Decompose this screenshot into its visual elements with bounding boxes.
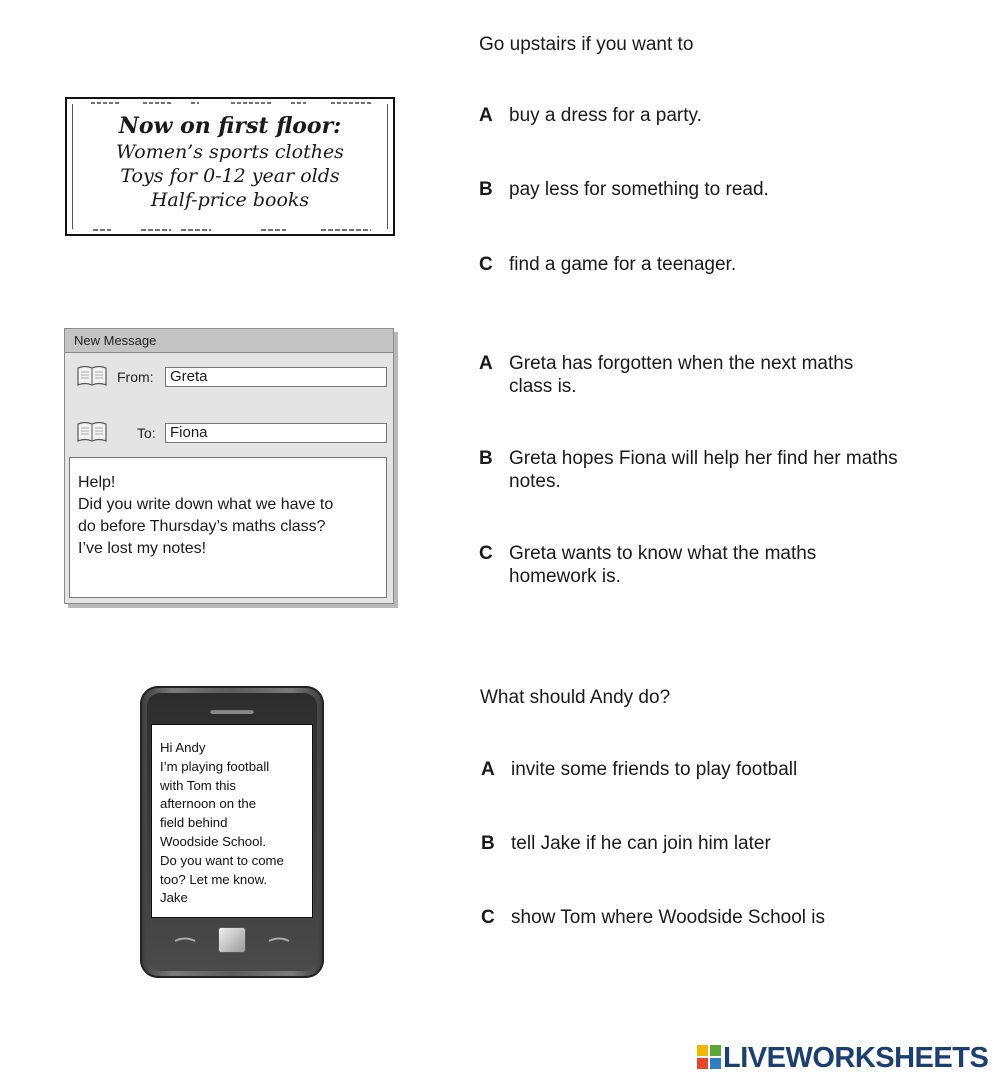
q3-option-c[interactable] (481, 906, 921, 929)
option-letter: A (479, 353, 493, 374)
option-text: buy a dress for a party. (509, 105, 702, 126)
sign-title: Now on first floor: (118, 113, 342, 139)
q2-option-c[interactable] (479, 542, 919, 588)
q1-stem: Go upstairs if you want to (479, 34, 694, 55)
option-letter: C (481, 907, 495, 928)
option-text: pay less for something to read. (509, 179, 769, 200)
sign-line: Half-price books (150, 189, 310, 211)
q2-option-b[interactable] (479, 447, 919, 493)
message-line: Help! (78, 474, 116, 491)
notice-sign (65, 97, 395, 236)
sms-line: with Tom this (160, 777, 236, 793)
q1-option-b[interactable] (479, 178, 919, 201)
message-body[interactable] (69, 457, 387, 598)
mobile-phone (140, 686, 324, 978)
sms-line: Do you want to come (160, 852, 284, 868)
address-book-icon (76, 364, 108, 388)
option-letter: A (481, 759, 495, 780)
logo-mark-icon (697, 1045, 721, 1069)
sign-text (67, 113, 393, 212)
sms-line: Jake (160, 890, 188, 906)
to-field[interactable]: Fiona (165, 423, 387, 443)
option-letter: A (479, 105, 493, 126)
sign-line: Toys for 0-12 year olds (120, 165, 340, 187)
option-text: show Tom where Woodside School is (511, 907, 826, 928)
home-button-icon (218, 927, 246, 953)
logo-text: LIVEWORKSHEETS (723, 1042, 989, 1074)
message-window (64, 328, 394, 604)
call-icon (174, 937, 196, 942)
speaker-icon (210, 709, 254, 714)
sms-line: I’m playing football (160, 758, 270, 774)
end-call-icon (268, 937, 290, 942)
option-letter: B (479, 179, 493, 200)
sms-line: Woodside School. (160, 833, 267, 849)
message-line: Did you write down what we have to (78, 496, 334, 513)
sms-line: field behind (160, 815, 228, 831)
option-letter: B (481, 833, 495, 854)
option-text: Greta has forgotten when the next maths class is. (509, 353, 854, 397)
sms-line: Hi Andy (160, 740, 206, 755)
sign-line: Women’s sports clothes (116, 141, 344, 163)
address-book-icon (76, 420, 108, 444)
sms-line: afternoon on the (160, 796, 257, 812)
q3-option-a[interactable] (481, 758, 921, 781)
option-text: Greta wants to know what the maths homework is. (509, 543, 817, 587)
q3-option-b[interactable] (481, 832, 921, 855)
sign-bottom-ornament (81, 228, 381, 232)
option-text: tell Jake if he can join him later (511, 833, 771, 854)
q3-stem: What should Andy do? (480, 687, 671, 708)
option-text: invite some friends to play football (511, 759, 798, 780)
to-label: To: (137, 425, 156, 441)
option-text: find a game for a teenager. (509, 254, 737, 275)
option-letter: C (479, 254, 493, 275)
sign-top-ornament (81, 101, 381, 105)
q1-option-c[interactable] (479, 253, 919, 276)
q2-option-a[interactable] (479, 352, 919, 398)
q1-option-a[interactable] (479, 104, 919, 127)
window-title: New Message (65, 329, 393, 353)
message-line: I’ve lost my notes! (78, 540, 207, 557)
from-field[interactable]: Greta (165, 367, 387, 387)
phone-screen (151, 724, 313, 918)
option-text: Greta hopes Fiona will help her find her maths notes. (509, 448, 898, 492)
option-letter: B (479, 448, 493, 469)
sms-line: too? Let me know. (160, 871, 268, 887)
message-line: do before Thursday’s maths class? (78, 518, 326, 535)
from-label: From: (117, 369, 154, 385)
option-letter: C (479, 543, 493, 564)
